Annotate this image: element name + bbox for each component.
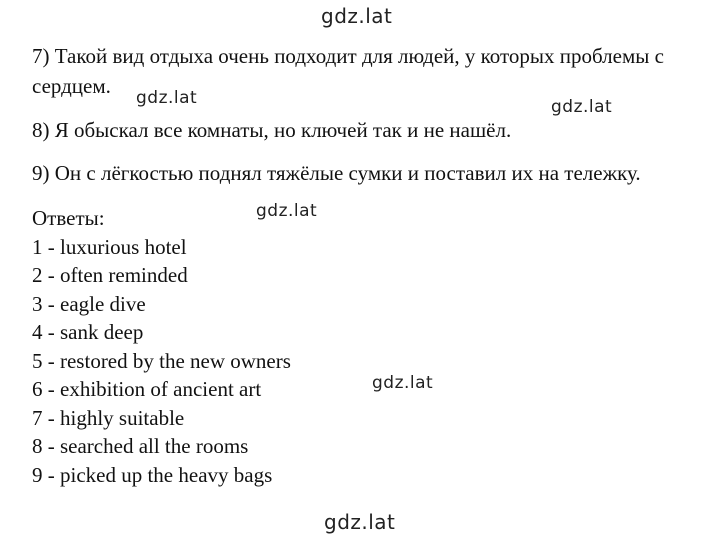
answer-item-4: 4 - sank deep (32, 320, 144, 344)
sentence-8: 8) Я обыскал все комнаты, но ключей так и не нашёл. (32, 118, 512, 142)
answer-item-6: 6 - exhibition of ancient art (32, 377, 262, 401)
answer-item-8: 8 - searched all the rooms (32, 434, 249, 458)
answers-block (32, 204, 291, 489)
watermark-bottom: gdz.lat (324, 510, 396, 534)
sentence-9: 9) Он с лёгкостью поднял тяжёлые сумки и поставил их на тележку. (32, 161, 641, 185)
sentence-7-line-2: сердцем. (32, 74, 111, 98)
watermark-right: gdz.lat (551, 97, 613, 117)
answer-item-9: 9 - picked up the heavy bags (32, 462, 273, 487)
watermark-left: gdz.lat (136, 88, 198, 108)
sentence-7-line-1: 7) Такой вид отдыха очень подходит для людей, у которых проблемы с (32, 44, 664, 68)
watermark-mid: gdz.lat (256, 201, 318, 221)
answer-item-7: 7 - highly suitable (32, 405, 185, 430)
answer-item-2: 2 - often reminded (32, 263, 188, 287)
answers-heading: Ответы: (32, 206, 105, 230)
answer-item-1: 1 - luxurious hotel (32, 234, 187, 259)
answer-item-5: 5 - restored by the new owners (32, 348, 291, 373)
watermark-lower: gdz.lat (372, 373, 434, 393)
watermark-top: gdz.lat (321, 4, 393, 28)
answer-item-3: 3 - eagle dive (32, 291, 146, 316)
